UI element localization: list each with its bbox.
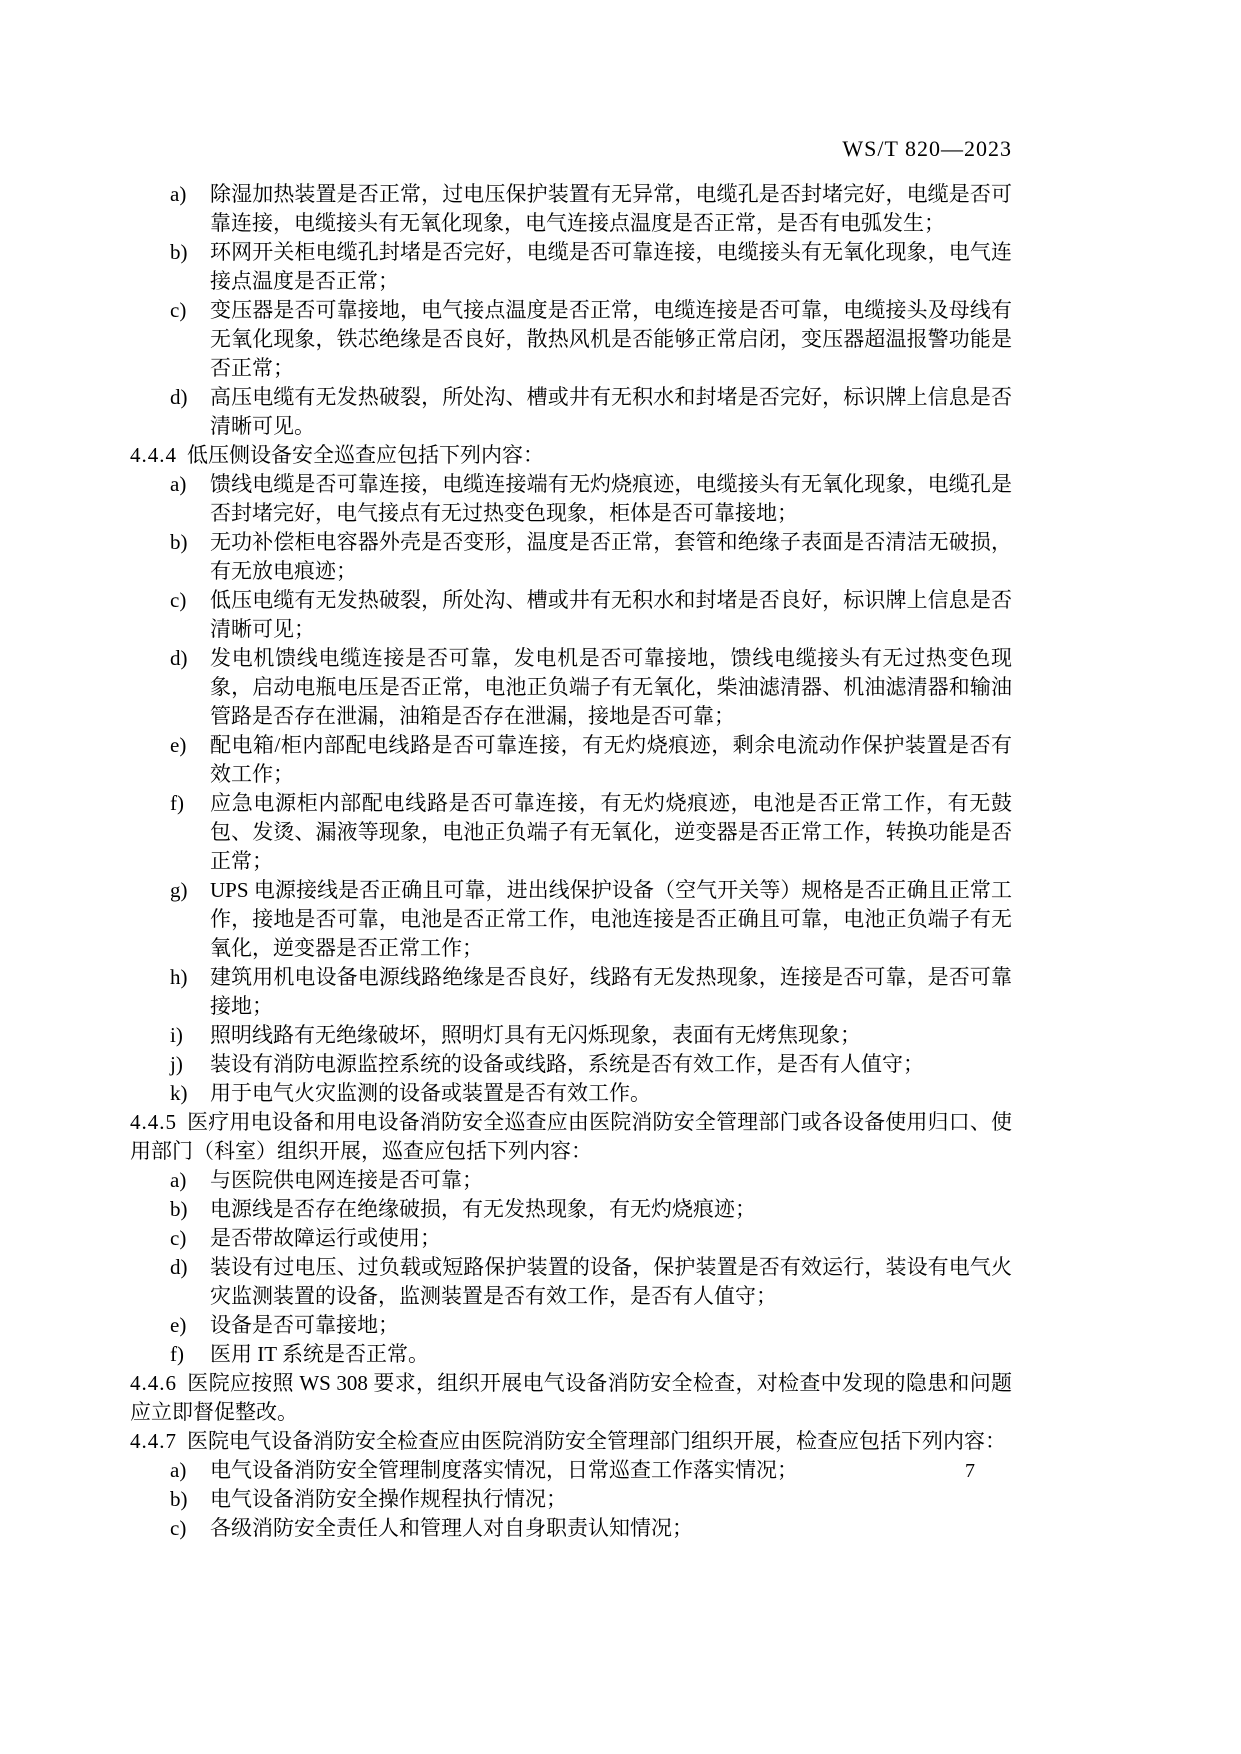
list-item <box>130 1340 1012 1369</box>
list-item-label: a) <box>170 1168 187 1192</box>
list-item <box>130 963 1012 1021</box>
list-item <box>130 1253 1012 1311</box>
page-number: 7 <box>965 1460 975 1482</box>
list-item <box>130 238 1012 296</box>
list-item-text: 照明线路有无绝缘破坏，照明灯具有无闪烁现象，表面有无烤焦现象； <box>210 1023 861 1047</box>
document-content <box>130 180 1012 1543</box>
list-item-label: a) <box>170 182 187 206</box>
list-item <box>130 528 1012 586</box>
list-item <box>130 1050 1012 1079</box>
list-item-text: 变压器是否可靠接地，电气接点温度是否正常，电缆连接是否可靠，电缆接头及母线有无氧化现象，铁芯绝缘是否良好，散热风机是否能够正常启闭，变压器超温报警功能是否正常； <box>210 298 1012 380</box>
section-number: 4.4.4 <box>130 443 177 467</box>
list-item-text: 无功补偿柜电容器外壳是否变形，温度是否正常，套管和绝缘子表面是否清洁无破损，有无放电痕迹； <box>210 530 1012 583</box>
list-item <box>130 1079 1012 1108</box>
list-item-text: 各级消防安全责任人和管理人对自身职责认知情况； <box>210 1516 693 1540</box>
list-item <box>130 296 1012 383</box>
section-number: 4.4.6 <box>130 1371 177 1395</box>
list-item-text: 医用 IT 系统是否正常。 <box>210 1342 429 1366</box>
list-item-text: 高压电缆有无发热破裂，所处沟、槽或井有无积水和封堵是否完好，标识牌上信息是否清晰可见。 <box>210 385 1012 438</box>
list-item <box>130 789 1012 876</box>
list-item-text: 用于电气火灾监测的设备或装置是否有效工作。 <box>210 1081 651 1105</box>
list-item-text: 环网开关柜电缆孔封堵是否完好，电缆是否可靠连接，电缆接头有无氧化现象，电气连接点温度是否正常； <box>210 240 1012 293</box>
list-item-label: k) <box>170 1081 188 1105</box>
list-item-label: c) <box>170 298 187 322</box>
list-item-text: 应急电源柜内部配电线路是否可靠连接，有无灼烧痕迹，电池是否正常工作，有无鼓包、发烫、漏液等现象，电池正负端子有无氧化，逆变器是否正常工作，转换功能是否正常； <box>210 791 1012 873</box>
list-item-label: i) <box>170 1023 183 1047</box>
list-item-text: 建筑用机电设备电源线路绝缘是否良好，线路有无发热现象，连接是否可靠，是否可靠接地； <box>210 965 1012 1018</box>
list-item-label: c) <box>170 1516 187 1540</box>
list-item-text: 装设有过电压、过负载或短路保护装置的设备，保护装置是否有效运行，装设有电气火灾监测装置的设备，监测装置是否有效工作，是否有人值守； <box>210 1255 1012 1308</box>
list-item-text: 设备是否可靠接地； <box>210 1313 399 1337</box>
list-item <box>130 1514 1012 1543</box>
list-item <box>130 644 1012 731</box>
list-item-text: 是否带故障运行或使用； <box>210 1226 441 1250</box>
list-item-label: b) <box>170 240 188 264</box>
list-item-label: e) <box>170 733 187 757</box>
list-item <box>130 1021 1012 1050</box>
list-item <box>130 731 1012 789</box>
list-item-label: f) <box>170 1342 184 1366</box>
list-item-label: d) <box>170 646 188 670</box>
list-item <box>130 586 1012 644</box>
section-number: 4.4.7 <box>130 1429 177 1453</box>
list-item <box>130 1166 1012 1195</box>
list-item <box>130 1195 1012 1224</box>
list-item-text: 电源线是否存在绝缘破损，有无发热现象，有无灼烧痕迹； <box>210 1197 756 1221</box>
list-item-text: 发电机馈线电缆连接是否可靠，发电机是否可靠接地，馈线电缆接头有无过热变色现象，启动电瓶电压是否正常，电池正负端子有无氧化，柴油滤清器、机油滤清器和输油管路是否存在泄漏，油箱是否存在泄漏，接地是否可靠； <box>210 646 1012 728</box>
list-item-label: b) <box>170 1197 188 1221</box>
list-item-text: 与医院供电网连接是否可靠； <box>210 1168 483 1192</box>
list-item-text: 电气设备消防安全操作规程执行情况； <box>210 1487 567 1511</box>
list-item-label: h) <box>170 965 188 989</box>
list-item-text: UPS 电源接线是否正确且可靠，进出线保护设备（空气开关等）规格是否正确且正常工作，接地是否可靠，电池是否正常工作，电池连接是否正确且可靠，电池正负端子有无氧化，逆变器是否正常工作； <box>210 878 1012 960</box>
section-paragraph <box>130 441 1012 470</box>
list-item-label: g) <box>170 878 188 902</box>
list-item-label: d) <box>170 385 188 409</box>
list-item <box>130 1485 1012 1514</box>
list-item <box>130 1311 1012 1340</box>
list-item-text: 除湿加热装置是否正常，过电压保护装置有无异常，电缆孔是否封堵完好，电缆是否可靠连接，电缆接头有无氧化现象，电气连接点温度是否正常，是否有电弧发生； <box>210 182 1012 235</box>
list-item-text: 装设有消防电源监控系统的设备或线路，系统是否有效工作，是否有人值守； <box>210 1052 924 1076</box>
section-paragraph <box>130 1427 1012 1456</box>
list-item-label: a) <box>170 1458 187 1482</box>
list-item-label: j) <box>170 1052 183 1076</box>
list-item-text: 电气设备消防安全管理制度落实情况，日常巡查工作落实情况； <box>210 1458 798 1482</box>
section-number: 4.4.5 <box>130 1110 177 1134</box>
list-item <box>130 1224 1012 1253</box>
list-item-text: 低压电缆有无发热破裂，所处沟、槽或井有无积水和封堵是否良好，标识牌上信息是否清晰可见； <box>210 588 1012 641</box>
section-text: 医疗用电设备和用电设备消防安全巡查应由医院消防安全管理部门或各设备使用归口、使用部门（科室）组织开展，巡查应包括下列内容： <box>130 1110 1012 1163</box>
section-paragraph <box>130 1369 1012 1427</box>
list-item-label: e) <box>170 1313 187 1337</box>
list-item <box>130 180 1012 238</box>
section-text: 低压侧设备安全巡查应包括下列内容： <box>187 443 544 467</box>
list-item-label: b) <box>170 530 188 554</box>
list-item-text: 配电箱/柜内部配电线路是否可靠连接，有无灼烧痕迹，剩余电流动作保护装置是否有效工作； <box>210 733 1012 786</box>
list-item-text: 馈线电缆是否可靠连接，电缆连接端有无灼烧痕迹，电缆接头有无氧化现象，电缆孔是否封堵完好，电气接点有无过热变色现象，柜体是否可靠接地； <box>210 472 1012 525</box>
section-text: 医院电气设备消防安全检查应由医院消防安全管理部门组织开展，检查应包括下列内容： <box>187 1429 1006 1453</box>
list-item <box>130 383 1012 441</box>
list-item-label: f) <box>170 791 184 815</box>
list-item-label: c) <box>170 588 187 612</box>
doc-number-header: WS/T 820—2023 <box>842 136 1012 161</box>
list-item-label: a) <box>170 472 187 496</box>
list-item-label: c) <box>170 1226 187 1250</box>
list-item <box>130 876 1012 963</box>
section-paragraph <box>130 1108 1012 1166</box>
section-text: 医院应按照 WS 308 要求，组织开展电气设备消防安全检查，对检查中发现的隐患和问题应立即督促整改。 <box>130 1371 1012 1424</box>
list-item <box>130 470 1012 528</box>
list-item-label: d) <box>170 1255 188 1279</box>
list-item-label: b) <box>170 1487 188 1511</box>
